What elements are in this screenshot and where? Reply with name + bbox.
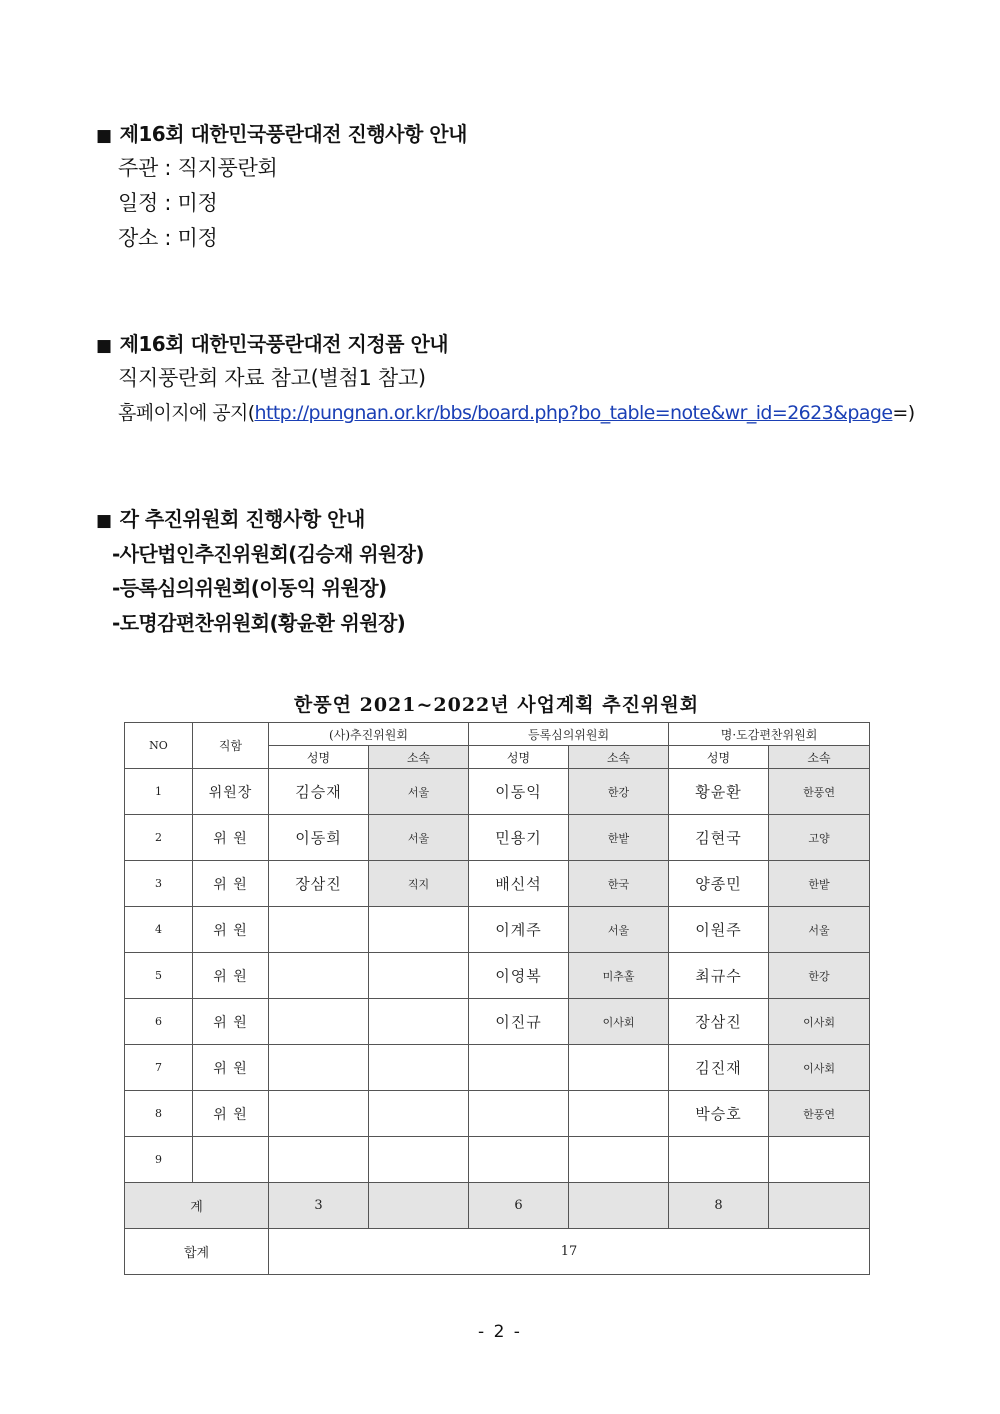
row-no: 1 — [125, 769, 193, 815]
square-bullet-icon: ■ — [96, 511, 112, 531]
committee-item: -등록심의위원회(이동익 위원장) — [112, 576, 387, 600]
member-name: 장삼진 — [669, 999, 769, 1045]
member-affiliation: 서울 — [569, 907, 669, 953]
member-affiliation: 한강 — [769, 953, 870, 999]
table-row — [125, 953, 870, 999]
header-name: 성명 — [669, 746, 769, 769]
member-affiliation: 서울 — [369, 769, 469, 815]
member-name: 이원주 — [669, 907, 769, 953]
member-name — [269, 953, 369, 999]
member-name — [269, 907, 369, 953]
total-row — [125, 1229, 870, 1275]
row-title: 위 원 — [193, 907, 269, 953]
member-affiliation — [569, 1045, 669, 1091]
total-label: 합계 — [125, 1229, 269, 1275]
member-affiliation: 직지 — [369, 861, 469, 907]
member-name: 장삼진 — [269, 861, 369, 907]
row-no: 4 — [125, 907, 193, 953]
member-name: 민용기 — [469, 815, 569, 861]
row-no: 8 — [125, 1091, 193, 1137]
subtotal-row — [125, 1183, 870, 1229]
member-name — [269, 1045, 369, 1091]
section1-heading: ■ 제16회 대한민국풍란대전 진행사항 안내 — [96, 122, 467, 146]
row-no: 5 — [125, 953, 193, 999]
member-affiliation: 한풍연 — [769, 1091, 870, 1137]
member-affiliation: 서울 — [769, 907, 870, 953]
row-no: 3 — [125, 861, 193, 907]
subtotal-value: 8 — [669, 1183, 769, 1229]
schedule-line: 일정 : 미정 — [118, 191, 218, 215]
member-name: 이동희 — [269, 815, 369, 861]
row-no: 7 — [125, 1045, 193, 1091]
table-row — [125, 907, 870, 953]
member-affiliation: 한밭 — [769, 861, 870, 907]
header-affiliation: 소속 — [369, 746, 469, 769]
section2-heading: ■ 제16회 대한민국풍란대전 지정품 안내 — [96, 332, 449, 356]
row-no: 6 — [125, 999, 193, 1045]
member-name: 박승호 — [669, 1091, 769, 1137]
table-row — [125, 1045, 870, 1091]
member-affiliation: 한풍연 — [769, 769, 870, 815]
venue-line: 장소 : 미정 — [118, 226, 218, 250]
member-name — [269, 999, 369, 1045]
member-name — [269, 1091, 369, 1137]
page-number: - 2 - — [478, 1322, 522, 1342]
table-row — [125, 769, 870, 815]
square-bullet-icon: ■ — [96, 336, 112, 356]
section3-heading: ■ 각 추진위원회 진행사항 안내 — [96, 507, 365, 531]
member-name: 이영복 — [469, 953, 569, 999]
committee-table — [124, 722, 870, 1275]
header-affiliation: 소속 — [569, 746, 669, 769]
member-name: 양종민 — [669, 861, 769, 907]
table-row — [125, 1137, 870, 1183]
header-no: NO — [125, 723, 193, 769]
table-title: 한풍연 2021~2022년 사업계획 추진위원회 — [293, 694, 700, 716]
subtotal-value: 6 — [469, 1183, 569, 1229]
member-affiliation: 한국 — [569, 861, 669, 907]
row-title: 위 원 — [193, 1091, 269, 1137]
row-title: 위 원 — [193, 999, 269, 1045]
row-title: 위 원 — [193, 815, 269, 861]
committee-item: -사단법인추진위원회(김승재 위원장) — [112, 542, 424, 566]
row-title: 위원장 — [193, 769, 269, 815]
member-affiliation: 한밭 — [569, 815, 669, 861]
total-value: 17 — [269, 1229, 870, 1275]
member-name: 이계주 — [469, 907, 569, 953]
member-affiliation: 이사회 — [569, 999, 669, 1045]
member-name — [469, 1045, 569, 1091]
member-name — [469, 1091, 569, 1137]
member-affiliation — [369, 1091, 469, 1137]
header-name: 성명 — [469, 746, 569, 769]
member-affiliation: 미추홀 — [569, 953, 669, 999]
member-affiliation — [569, 1091, 669, 1137]
member-name: 이동익 — [469, 769, 569, 815]
row-title: 위 원 — [193, 861, 269, 907]
member-affiliation: 서울 — [369, 815, 469, 861]
member-name: 배신석 — [469, 861, 569, 907]
organizer-line: 주관 : 직지풍란회 — [118, 156, 278, 180]
member-affiliation: 이사회 — [769, 1045, 870, 1091]
member-affiliation: 한강 — [569, 769, 669, 815]
header-name: 성명 — [269, 746, 369, 769]
member-affiliation — [369, 999, 469, 1045]
member-name: 김진재 — [669, 1045, 769, 1091]
header-group: 등록심의위원회 — [469, 723, 669, 746]
row-title — [193, 1137, 269, 1183]
row-no: 9 — [125, 1137, 193, 1183]
member-name: 이진규 — [469, 999, 569, 1045]
committee-item: -도명감편찬위원회(황윤환 위원장) — [112, 611, 406, 635]
row-no: 2 — [125, 815, 193, 861]
subtotal-label: 계 — [125, 1183, 269, 1229]
member-name: 김현국 — [669, 815, 769, 861]
member-affiliation — [369, 953, 469, 999]
member-name: 김승재 — [269, 769, 369, 815]
header-title: 직함 — [193, 723, 269, 769]
table-row — [125, 815, 870, 861]
homepage-notice-line: 홈페이지에 공지(http://pungnan.or.kr/bbs/board.php?bo_table=note&wr_id=2623&page=) — [118, 402, 915, 424]
table-row — [125, 999, 870, 1045]
header-group: (사)추진위원회 — [269, 723, 469, 746]
subtotal-value: 3 — [269, 1183, 369, 1229]
reference-line: 직지풍란회 자료 참고(별첨1 참고) — [118, 366, 426, 390]
square-bullet-icon: ■ — [96, 126, 112, 146]
table-row — [125, 861, 870, 907]
member-affiliation: 고양 — [769, 815, 870, 861]
table-row — [125, 1091, 870, 1137]
member-affiliation — [369, 907, 469, 953]
member-name: 황윤환 — [669, 769, 769, 815]
header-affiliation: 소속 — [769, 746, 870, 769]
member-affiliation: 이사회 — [769, 999, 870, 1045]
row-title: 위 원 — [193, 953, 269, 999]
member-affiliation — [369, 1045, 469, 1091]
member-name: 최규수 — [669, 953, 769, 999]
row-title: 위 원 — [193, 1045, 269, 1091]
header-group: 명·도감편찬위원회 — [669, 723, 870, 746]
notice-link[interactable]: http://pungnan.or.kr/bbs/board.php?bo_table=note&wr_id=2623&page — [254, 402, 893, 424]
